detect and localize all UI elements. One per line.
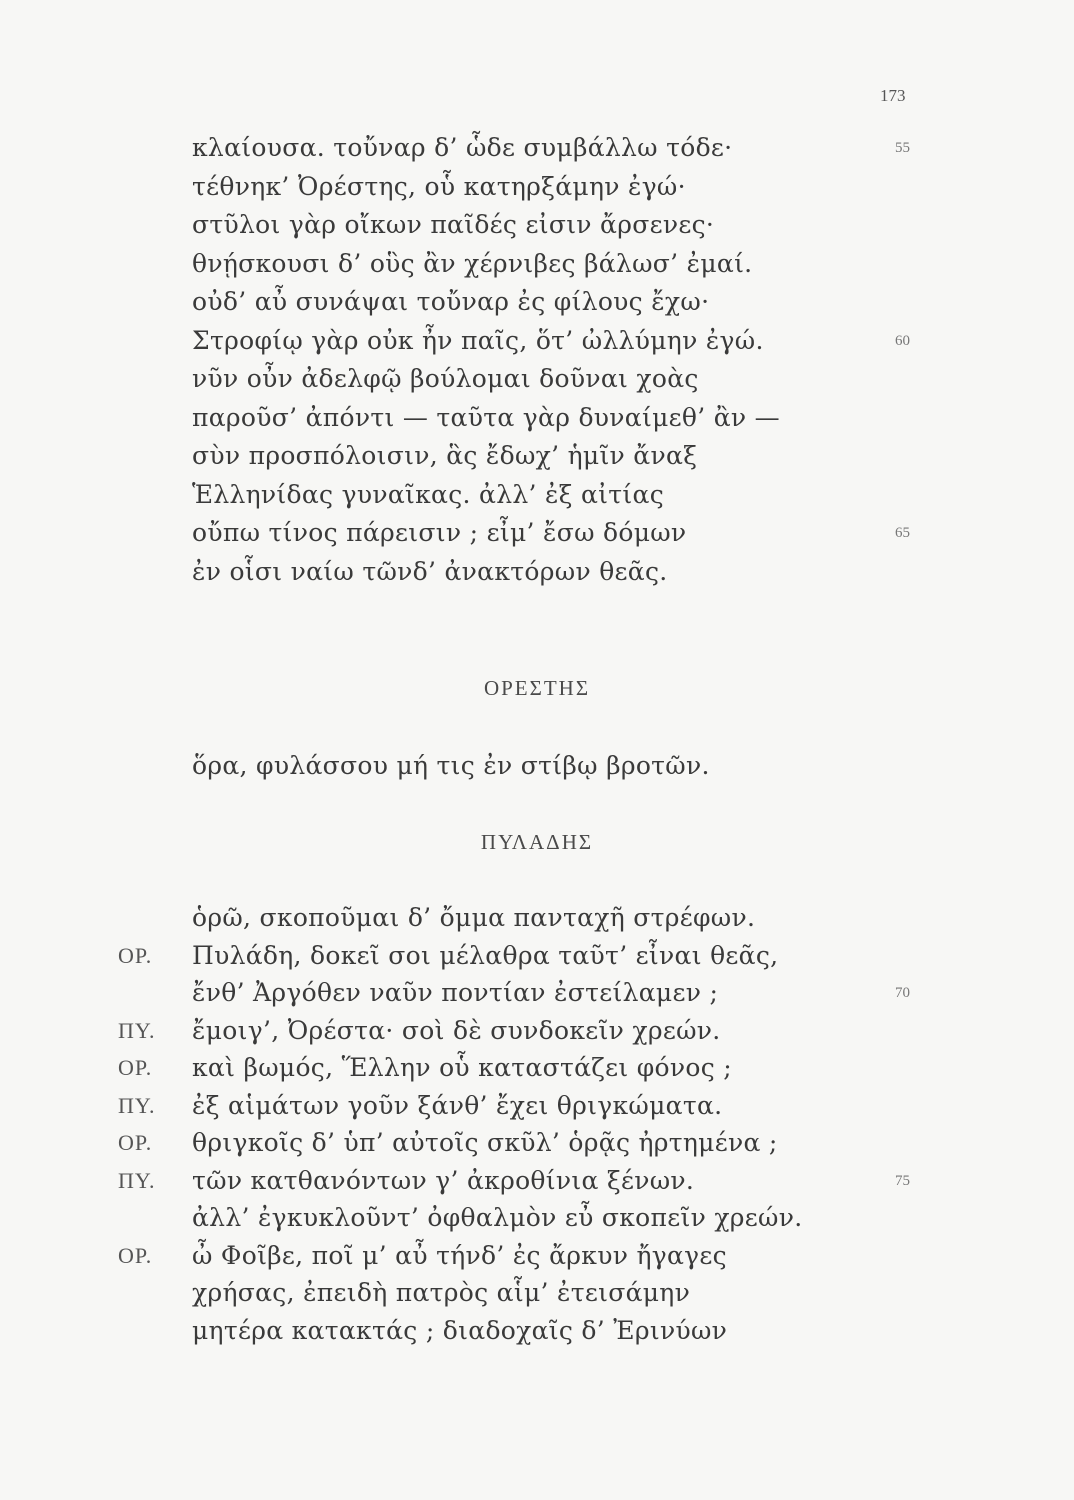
speaker-label: ΟΡ.: [118, 1130, 153, 1155]
line-number: 70: [895, 985, 910, 1001]
speaker-label: ΟΡ.: [118, 1055, 153, 1080]
line-number: 75: [895, 1173, 910, 1189]
verse-line: ἐξ αἱμάτων γοῦν ξάνθ’ ἔχει θριγκώματα.: [192, 1091, 723, 1120]
verse-line: ὁρῶ, σκοποῦμαι δ’ ὄμμα πανταχῆ στρέφων.: [192, 903, 756, 932]
verse-line: Στροφίῳ γὰρ οὐκ ἦν παῖς, ὅτ’ ὠλλύμην ἐγώ.: [192, 326, 764, 355]
speaker-label: ΟΡ.: [118, 1243, 153, 1268]
heading-orestes: ΟΡΕΣΤΗΣ: [483, 676, 591, 700]
line-number: 65: [895, 525, 910, 541]
speaker-label: ΠΥ.: [118, 1093, 156, 1118]
speaker-label: ΠΥ.: [118, 1168, 156, 1193]
verse-line: μητέρα κατακτάς ; διαδοχαῖς δ’ Ἐρινύων: [192, 1316, 728, 1345]
orestes-line: ὅρα, φυλάσσου μή τις ἐν στίβῳ βροτῶν.: [192, 751, 710, 780]
verse-line: τῶν κατθανόντων γ’ ἀκροθίνια ξένων.: [192, 1166, 695, 1195]
verse-line: θνῄσκουσι δ’ οὓς ἂν χέρνιβες βάλωσ’ ἐμαί.: [192, 249, 753, 278]
verse-line: τέθνηκ’ Ὀρέστης, οὗ κατηρξάμην ἐγώ·: [192, 172, 686, 201]
verse-line: παροῦσ’ ἀπόντι — ταῦτα γὰρ δυναίμεθ’ ἂν —: [192, 403, 780, 432]
verse-line: θριγκοῖς δ’ ὑπ’ αὐτοῖς σκῦλ’ ὁρᾷς ἠρτημένα ;: [192, 1128, 778, 1157]
speaker-label: ΟΡ.: [118, 943, 153, 968]
verse-line: στῦλοι γὰρ οἴκων παῖδές εἰσιν ἄρσενες·: [192, 210, 715, 239]
verse-line: ὦ Φοῖβε, ποῖ μ’ αὖ τήνδ’ ἐς ἄρκυν ἤγαγες: [192, 1241, 727, 1270]
verse-line: σὺν προσπόλοισιν, ἃς ἔδωχ’ ἡμῖν ἄναξ: [192, 441, 698, 470]
verse-line: ἔνθ’ Ἀργόθεν ναῦν ποντίαν ἐστείλαμεν ;: [192, 978, 719, 1007]
verse-line: κλαίουσα. τοὔναρ δ’ ὧδε συμβάλλω τόδε·: [192, 133, 733, 162]
verse-line: χρήσας, ἐπειδὴ πατρὸς αἷμ’ ἐτεισάμην: [192, 1278, 691, 1307]
verse-line: Ἑλληνίδας γυναῖκας. ἀλλ’ ἐξ αἰτίας: [192, 480, 665, 509]
verse-line: Πυλάδη, δοκεῖ σοι μέλαθρα ταῦτ’ εἶναι θεᾶς,: [192, 941, 779, 970]
line-number: 55: [895, 140, 910, 156]
verse-line: νῦν οὖν ἀδελφῷ βούλομαι δοῦναι χοὰς: [192, 364, 699, 393]
heading-pylades: ΠΥΛΑΔΗΣ: [480, 830, 594, 854]
page-number: 173: [880, 86, 906, 105]
verse-line: οὐδ’ αὖ συνάψαι τοὔναρ ἐς φίλους ἔχω·: [192, 287, 710, 316]
verse-line: ἐν οἷσι ναίω τῶνδ’ ἀνακτόρων θεᾶς.: [192, 557, 668, 586]
verse-line: ἔμοιγ’, Ὀρέστα· σοὶ δὲ συνδοκεῖν χρεών.: [192, 1016, 721, 1045]
line-number: 60: [895, 333, 910, 349]
verse-line: οὔπω τίνος πάρεισιν ; εἶμ’ ἔσω δόμων: [192, 518, 687, 547]
speaker-label: ΠΥ.: [118, 1018, 156, 1043]
verse-line: ἀλλ’ ἐγκυκλοῦντ’ ὀφθαλμὸν εὖ σκοπεῖν χρεών.: [192, 1203, 803, 1232]
verse-line: καὶ βωμός, Ἕλλην οὗ καταστάζει φόνος ;: [192, 1053, 732, 1082]
